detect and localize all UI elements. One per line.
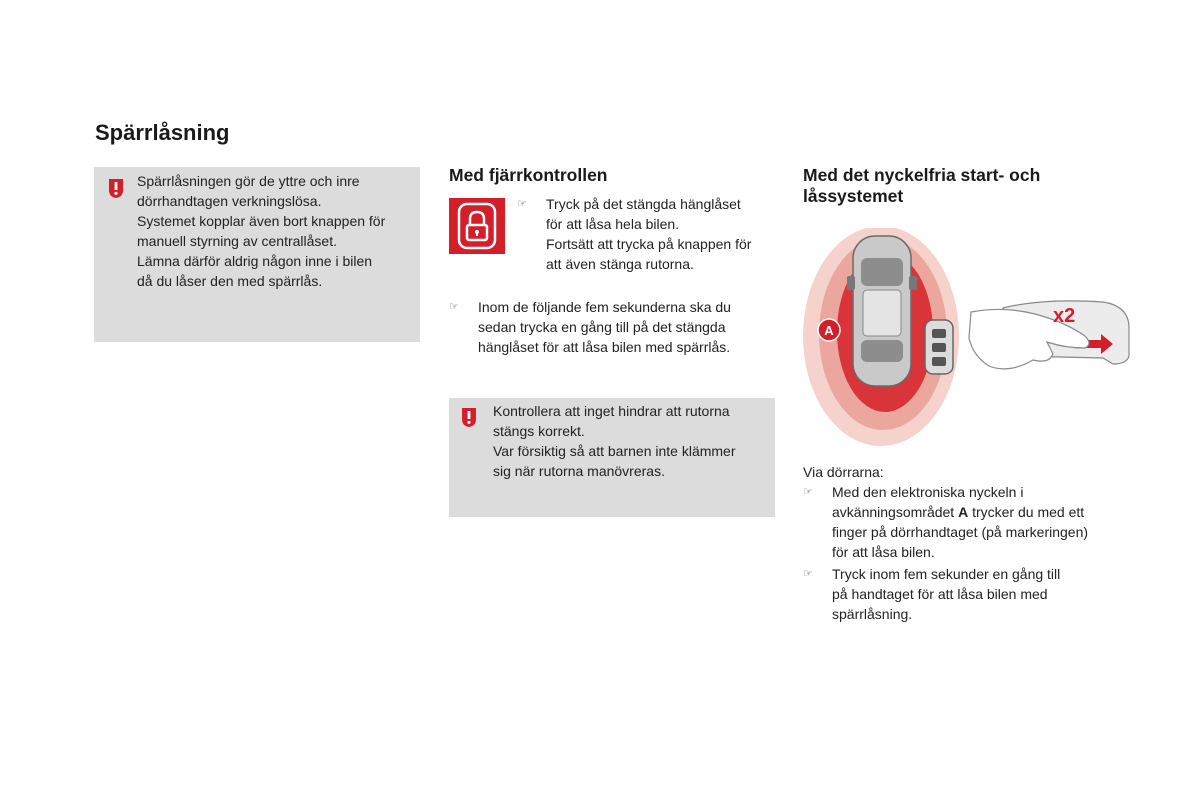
step-line xyxy=(832,502,1088,522)
step-line: Med den elektroniska nyckeln i xyxy=(832,484,1024,500)
exclamation-warning-icon xyxy=(106,177,126,199)
keyless-heading-line1: Med det nyckelfria start- och xyxy=(803,165,1041,185)
remote-step-2 xyxy=(449,297,769,361)
pointing-hand-icon: ☞ xyxy=(803,568,813,580)
exclamation-warning-icon xyxy=(459,406,479,428)
zone-a-reference: A xyxy=(958,504,969,520)
warning-box-deadlock xyxy=(94,167,420,342)
step-line: Fortsätt att trycka på knappen för xyxy=(546,236,752,252)
warning-line: Kontrollera att inget hindrar att rutorna xyxy=(493,403,730,419)
pointing-hand-icon: ☞ xyxy=(449,301,459,313)
warning-line: Systemet kopplar även bort knappen för xyxy=(137,213,386,229)
step-line: hänglåset för att låsa bilen med spärrlås. xyxy=(478,339,731,355)
warning-line: Var försiktig så att barnen inte klämmer xyxy=(493,443,736,459)
keyless-illustration xyxy=(803,228,1133,448)
step-text: trycker du med ett xyxy=(968,504,1085,520)
step-line: Inom de följande fem sekunderna ska du xyxy=(478,299,731,315)
warning-line: dörrhandtagen verkningslösa. xyxy=(137,193,322,209)
keyless-step-1 xyxy=(803,482,1133,566)
press-count-label: x2 xyxy=(1053,305,1076,327)
pointing-hand-icon: ☞ xyxy=(803,486,813,498)
remote-heading: Med fjärrkontrollen xyxy=(449,165,608,185)
warning-line: sig när rutorna manövreras. xyxy=(493,463,665,479)
zone-a-label: A xyxy=(824,323,834,338)
padlock-button-icon xyxy=(449,198,505,254)
key-fob-icon xyxy=(925,320,953,374)
warning-box-windows xyxy=(449,398,775,517)
step-line: sedan trycka en gång till på det stängda xyxy=(478,319,726,335)
keyless-intro: Via dörrarna: xyxy=(803,464,884,480)
step-line: för att låsa hela bilen. xyxy=(546,216,680,232)
step-line: finger på dörrhandtaget (på markeringen) xyxy=(832,524,1089,540)
keyless-heading xyxy=(803,165,1040,207)
step-line: Tryck inom fem sekunder en gång till xyxy=(832,566,1061,582)
step-line: Tryck på det stängda hänglåset xyxy=(546,196,741,212)
warning-line: då du låser den med spärrlås. xyxy=(137,273,323,289)
pointing-hand-icon: ☞ xyxy=(517,198,527,210)
warning-line: Lämna därför aldrig någon inne i bilen xyxy=(137,253,373,269)
warning-text xyxy=(493,401,736,481)
warning-line: manuell styrning av centrallåset. xyxy=(137,233,337,249)
car-top-view xyxy=(847,236,917,386)
keyless-step-2 xyxy=(803,564,1133,628)
step-line: på handtaget för att låsa bilen med xyxy=(832,586,1048,602)
step-text: avkänningsområdet xyxy=(832,504,959,520)
keyless-heading-line2: låssystemet xyxy=(803,186,904,206)
remote-step-1 xyxy=(517,194,777,278)
page-title: Spärrlåsning xyxy=(95,120,230,145)
step-line: att även stänga rutorna. xyxy=(546,256,694,272)
step-line: för att låsa bilen. xyxy=(832,544,935,560)
warning-line: stängs korrekt. xyxy=(493,423,585,439)
warning-text xyxy=(137,171,385,291)
step-line: spärrlåsning. xyxy=(832,606,913,622)
warning-line: Spärrlåsningen gör de yttre och inre xyxy=(137,173,360,189)
